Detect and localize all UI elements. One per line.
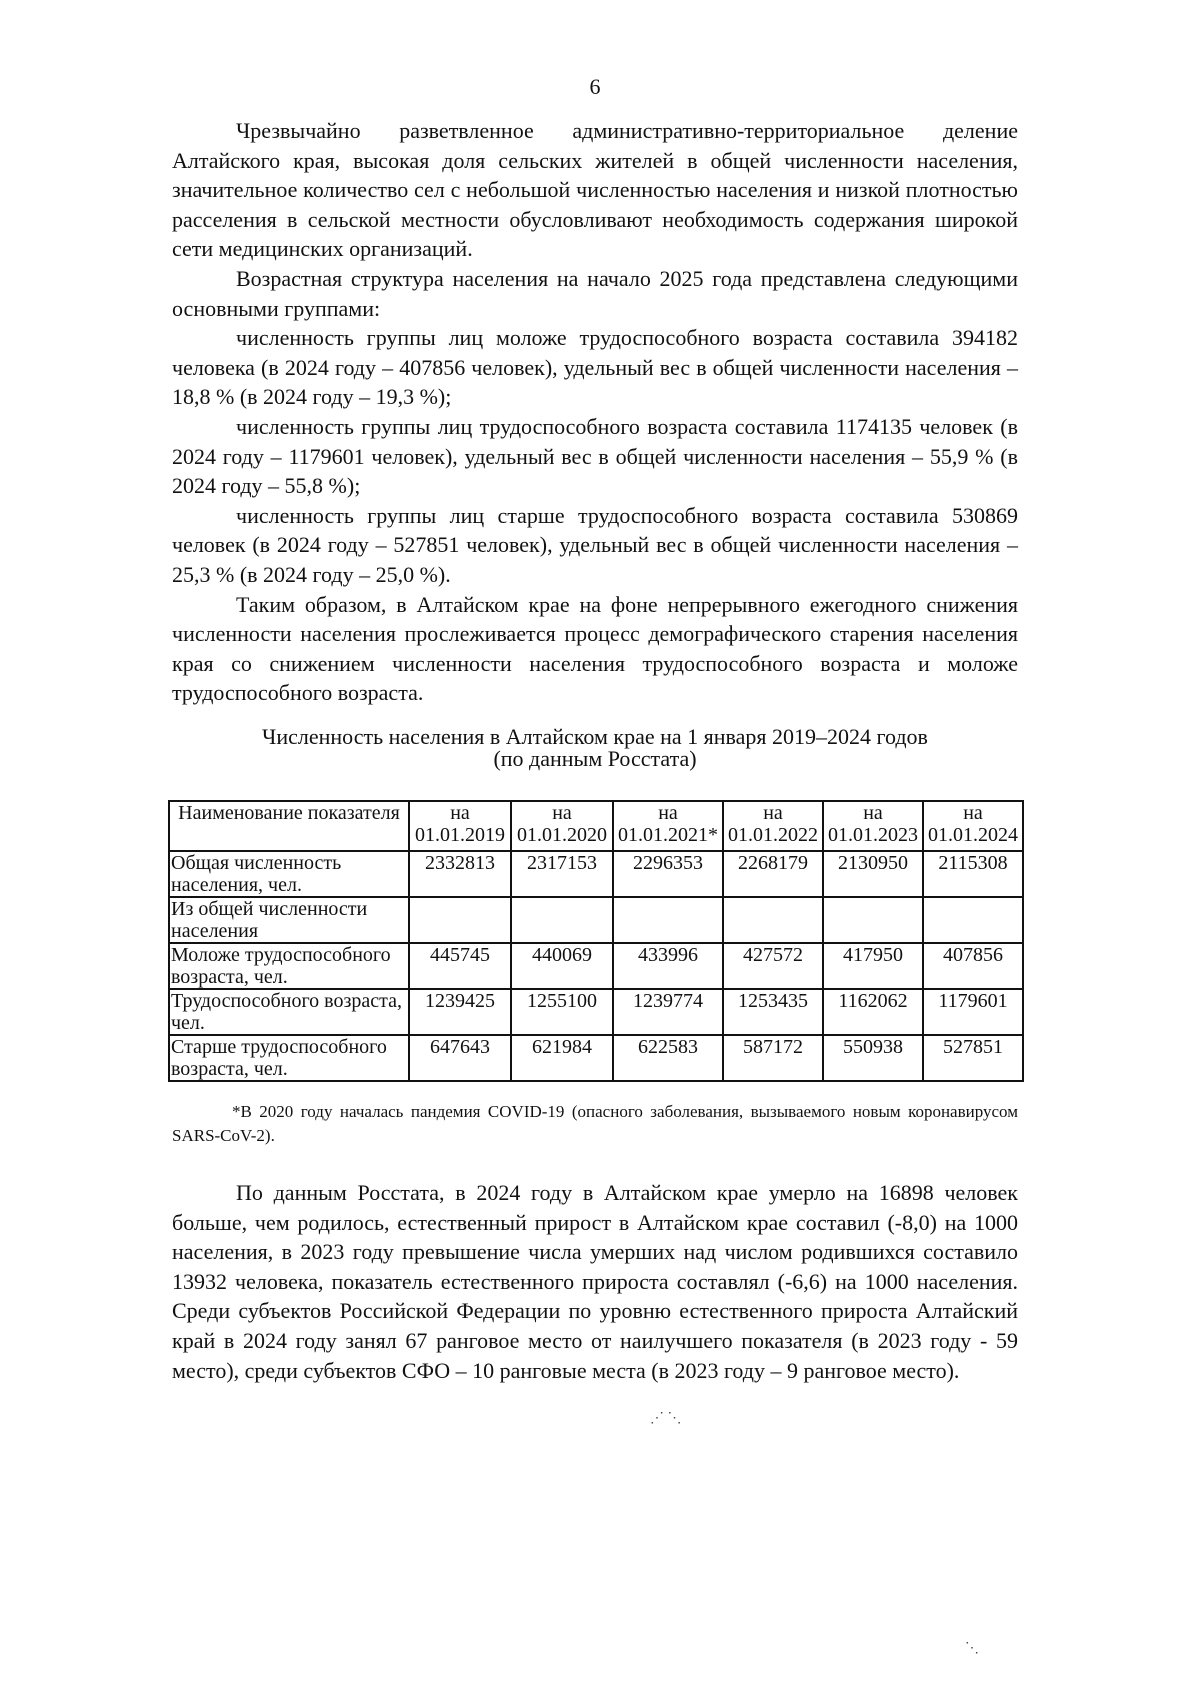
header-date-text: 01.01.2024 <box>928 824 1018 846</box>
cell-value: 1162062 <box>823 989 923 1035</box>
header-date-text: 01.01.2023 <box>828 824 918 846</box>
cell-value: 427572 <box>723 943 823 989</box>
cell-value: 1255100 <box>511 989 613 1035</box>
cell-value: 647643 <box>409 1035 511 1081</box>
cell-value <box>923 897 1023 943</box>
cell-value: 1239774 <box>613 989 723 1035</box>
table-footnote <box>172 1100 1018 1148</box>
population-table <box>168 800 1024 1082</box>
cell-value: 445745 <box>409 943 511 989</box>
table-row <box>169 897 1023 943</box>
cell-value: 2332813 <box>409 851 511 897</box>
header-na: на <box>552 802 572 824</box>
cell-value: 2130950 <box>823 851 923 897</box>
header-indicator: Наименование показателя <box>169 801 409 851</box>
header-date-text: 01.01.2020 <box>517 824 607 846</box>
cell-value <box>823 897 923 943</box>
header-date-text: 01.01.2019 <box>415 824 505 846</box>
paragraph: численность группы лиц моложе трудоспособного возраста составила 394182 человека (в 2024 году – 407856 человек), удельный вес в общей численности населения – 18,8 % (в 2024 году – 19,3 %); <box>172 325 1018 410</box>
header-date <box>409 801 511 851</box>
header-date <box>923 801 1023 851</box>
header-date <box>723 801 823 851</box>
paragraph: Чрезвычайно разветвленное административно-территориальное деление Алтайского края, высокая доля сельских жителей в общей численности населения, значительное количество сел с небольшой численностью населения и низкой плотностью расселения в сельской местности обусловливают необходимость содержания широкой сети медицинских организаций. <box>172 118 1018 262</box>
cell-value: 1239425 <box>409 989 511 1035</box>
footnote-text: *В 2020 году началась пандемия COVID-19 (опасного заболевания, вызываемого новым коронавирусом SARS-CoV-2). <box>172 1102 1018 1145</box>
header-date-text: 01.01.2022 <box>728 824 818 846</box>
cell-value: 527851 <box>923 1035 1023 1081</box>
intro-text <box>172 116 1018 708</box>
scan-artifact: ⋰ ⋱ <box>650 1411 682 1426</box>
header-date <box>511 801 613 851</box>
header-date-text: 01.01.2021* <box>618 824 718 846</box>
cell-value: 587172 <box>723 1035 823 1081</box>
row-label: Общая численность населения, чел. <box>169 851 409 897</box>
table-title <box>172 726 1018 770</box>
cell-value: 2296353 <box>613 851 723 897</box>
table-title-line: Численность населения в Алтайском крае на 1 января 2019–2024 годов <box>262 724 928 749</box>
cell-value: 622583 <box>613 1035 723 1081</box>
cell-value <box>723 897 823 943</box>
cell-value: 407856 <box>923 943 1023 989</box>
row-label: Из общей численности населения <box>169 897 409 943</box>
row-label: Трудоспособного возраста, чел. <box>169 989 409 1035</box>
table-row <box>169 989 1023 1035</box>
cell-value: 417950 <box>823 943 923 989</box>
header-date <box>823 801 923 851</box>
cell-value: 2317153 <box>511 851 613 897</box>
table-row <box>169 851 1023 897</box>
header-na: на <box>963 802 983 824</box>
paragraph: численность группы лиц трудоспособного возраста составила 1174135 человек (в 2024 году – 1179601 человек), удельный вес в общей численности населения – 55,9 % (в 2024 году – 55,8 %); <box>172 413 1018 499</box>
header-na: на <box>863 802 883 824</box>
cell-value: 440069 <box>511 943 613 989</box>
header-na: на <box>763 802 783 824</box>
cell-value <box>409 897 511 943</box>
row-label: Старше трудоспособного возраста, чел. <box>169 1035 409 1081</box>
cell-value: 1253435 <box>723 989 823 1035</box>
cell-value: 2268179 <box>723 851 823 897</box>
row-label: Моложе трудоспособного возраста, чел. <box>169 943 409 989</box>
cell-value: 621984 <box>511 1035 613 1081</box>
cell-value <box>613 897 723 943</box>
paragraph: По данным Росстата, в 2024 году в Алтайском крае умерло на 16898 человек больше, чем родилось, естественный прирост в Алтайском крае составил (-8,0) на 1000 населения, в 2023 году превышение числа умерших над числом родившихся составило 13932 человека, показатель естественного прироста составлял (-6,6) на 1000 населения. Среди субъектов Российской Федерации по уровню естественного прироста Алтайский край в 2024 году занял 67 ранговое место от наилучшего показателя (в 2023 году - 59 место), среди субъектов СФО – 10 ранговые места (в 2023 году – 9 ранговое место). <box>172 1180 1018 1383</box>
cell-value: 550938 <box>823 1035 923 1081</box>
cell-value: 2115308 <box>923 851 1023 897</box>
paragraph: Возрастная структура населения на начало 2025 года представлена следующими основными группами: <box>172 265 1018 321</box>
natural-growth-text <box>172 1178 1018 1385</box>
cell-value <box>511 897 613 943</box>
header-na: на <box>450 802 470 824</box>
page-number: 6 <box>589 74 601 99</box>
paragraph: Таким образом, в Алтайском крае на фоне непрерывного ежегодного снижения численности населения прослеживается процесс демографического старения населения края со снижением численности населения трудоспособного возраста и моложе трудоспособного возраста. <box>172 591 1018 706</box>
header-na: на <box>658 802 678 824</box>
paragraph: численность группы лиц старше трудоспособного возраста составила 530869 человек (в 2024 году – 527851 человек), удельный вес в общей численности населения – 25,3 % (в 2024 году – 25,0 %). <box>172 502 1018 587</box>
cell-value: 433996 <box>613 943 723 989</box>
table-header-row <box>169 801 1023 851</box>
cell-value: 1179601 <box>923 989 1023 1035</box>
table-row <box>169 1035 1023 1081</box>
scan-artifact: ⋱ <box>965 1641 979 1656</box>
table-row <box>169 943 1023 989</box>
header-date <box>613 801 723 851</box>
table-subtitle: (по данным Росстата) <box>493 746 697 771</box>
